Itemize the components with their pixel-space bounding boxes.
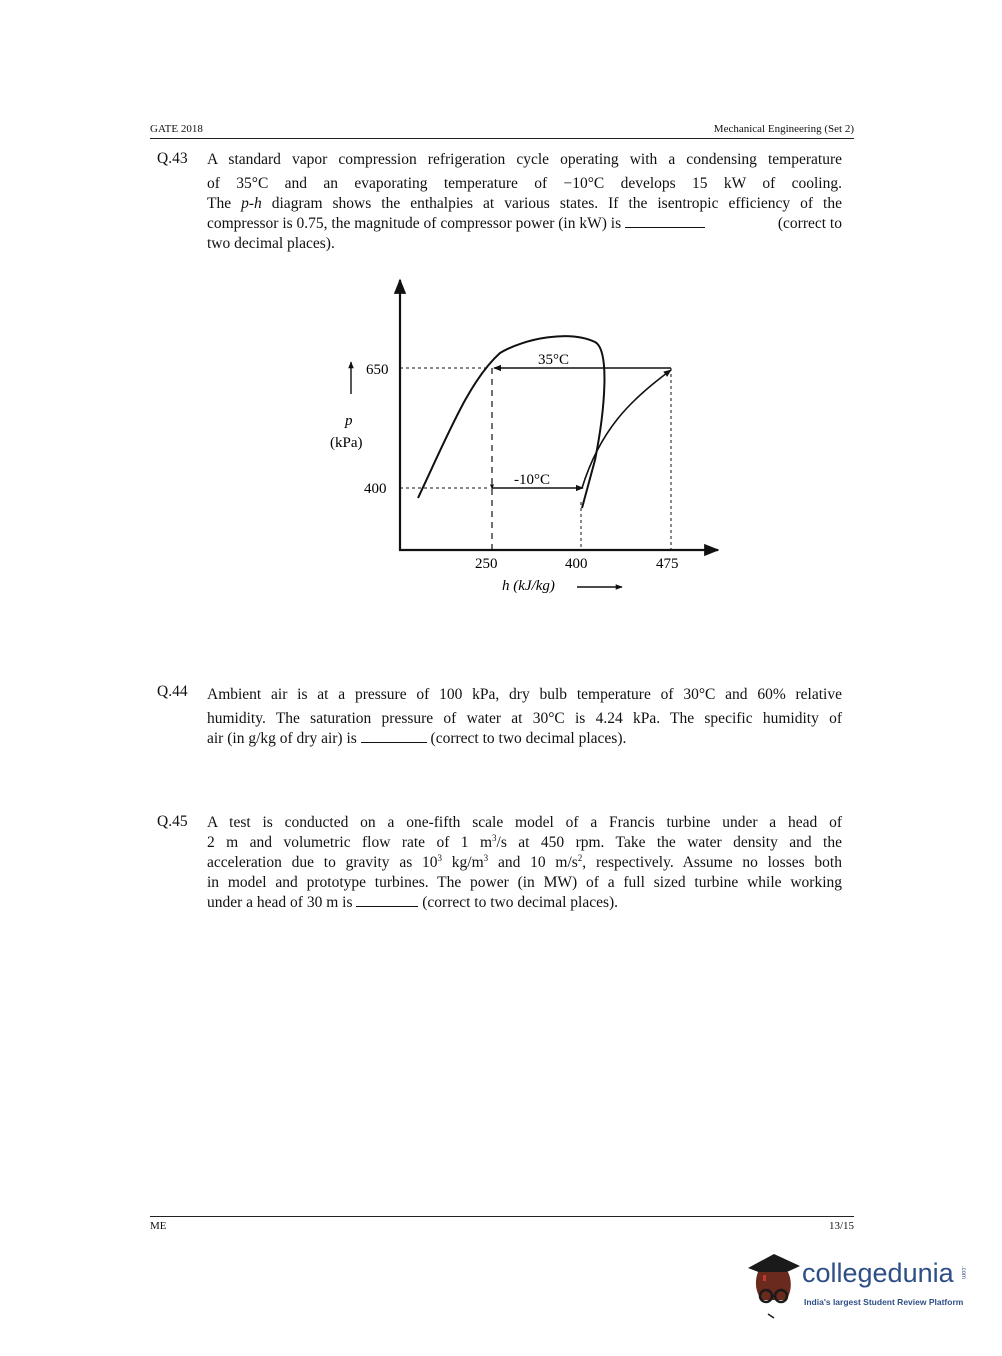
logo-tagline: India's largest Student Review Platform [804, 1297, 964, 1307]
condensing-temp-label: 35°C [538, 352, 570, 368]
evaporating-temp-label: -10°C [514, 472, 550, 488]
page-footer [150, 1216, 854, 1233]
page-header [150, 122, 854, 139]
answer-blank[interactable] [625, 215, 705, 228]
question-text [207, 150, 842, 254]
exam-name: GATE 2018 [150, 123, 203, 135]
question-number: Q.44 [157, 683, 188, 700]
h-tick-475: 475 [656, 556, 679, 572]
saturation-dome [418, 336, 604, 508]
q44-line-3: air (in g/kg of dry air) is (correct to two decimal places). [207, 730, 627, 747]
logo-suffix: .com [960, 1266, 966, 1280]
q43-line-2: of 35°C and an evaporating temperature of −10°C develops 15 kW of cooling. [207, 175, 842, 192]
paper-name: Mechanical Engineering (Set 2) [713, 123, 854, 135]
q44-line-2: humidity. The saturation pressure of water at 30°C is 4.24 kPa. The specific humidity of [207, 710, 842, 727]
answer-blank[interactable] [361, 730, 427, 743]
compression-curve [582, 370, 671, 488]
q43-line-4: compressor is 0.75, the magnitude of compressor power (in kW) is (correct to [207, 215, 842, 232]
question-number: Q.45 [157, 813, 188, 830]
question-45 [157, 813, 842, 923]
q45-line-4: in model and prototype turbines. The power (in MW) of a full sized turbine while working [207, 874, 842, 891]
q43-line-3: The p-h diagram shows the enthalpies at various states. If the isentropic efficiency of the [207, 195, 842, 212]
question-number: Q.43 [157, 150, 188, 167]
question-43 [157, 150, 842, 260]
h-tick-400: 400 [565, 556, 588, 572]
y-axis-symbol: p [345, 413, 353, 429]
pressure-high-label: 650 [366, 362, 389, 378]
mascot-icon [744, 1248, 802, 1320]
question-text [207, 685, 842, 749]
answer-blank[interactable] [356, 894, 418, 907]
question-text [207, 813, 842, 913]
q45-line-5: under a head of 30 m is (correct to two decimal places). [207, 894, 619, 911]
h-tick-250: 250 [475, 556, 498, 572]
q45-line-2: 2 m and volumetric flow rate of 1 $m^3/s$ at 450 rpm. Take the water density and the [207, 832, 842, 851]
question-44 [157, 683, 842, 753]
q43-line-1: A standard vapor compression refrigeration cycle operating with a condensing temperature [207, 151, 842, 168]
q44-line-1: Ambient air is at a pressure of 100 kPa, dry bulb temperature of 30°C and 60% relative [207, 686, 842, 703]
q43-line-5: two decimal places). [207, 235, 335, 252]
logo-wordmark: collegedunia [802, 1258, 954, 1288]
p-h-diagram [320, 270, 740, 610]
collegedunia-logo[interactable] [744, 1248, 974, 1320]
branch-code: ME [150, 1220, 167, 1232]
y-axis-unit: (kPa) [330, 435, 363, 451]
page-number: 13/15 [828, 1220, 854, 1232]
q45-line-3: acceleration due to gravity as $10^3$ $kg/m^3$ and 10 $m/s^2$, respectively. Assume no losses both [207, 852, 842, 871]
q45-line-1: A test is conducted on a one-fifth scale model of a Francis turbine under a head of [207, 814, 842, 831]
pressure-low-label: 400 [364, 481, 387, 497]
x-axis-label: h (kJ/kg) [502, 578, 555, 594]
